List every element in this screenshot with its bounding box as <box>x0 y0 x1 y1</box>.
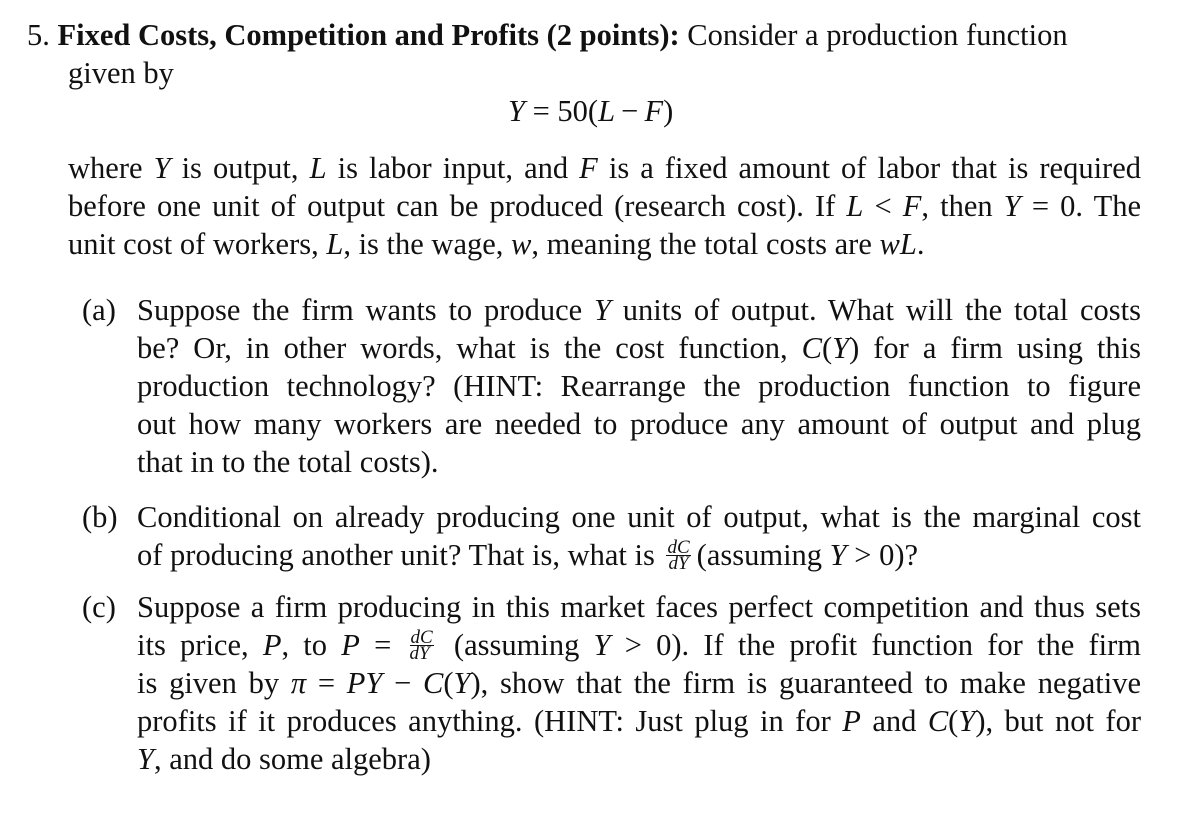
part-b-line-2: of producing another unit? That is, what is $\frac{dC}{dY}$ (assuming Y > 0)? <box>137 536 919 574</box>
part-a-label: (a) <box>82 293 116 327</box>
part-c-line-1: Suppose a firm producing in this market faces perfect competition and thus sets <box>137 590 1141 624</box>
problem-intro: Consider a production function <box>687 18 1068 52</box>
problem-title: Fixed Costs, Competition and Profits (2 points): <box>57 18 680 52</box>
part-a-line-5: that in to the total costs). <box>137 445 439 479</box>
derivative-dC-dY: $\frac{dC}{dY}$ <box>409 626 433 664</box>
part-c-label: (c) <box>82 590 116 624</box>
part-c-line-2: its price, P, to P = $\frac{dC}{dY}$ (assuming Y > 0). If the profit function for the firm <box>137 626 1141 664</box>
part-a-line-3: production technology? (HINT: Rearrange the production function to figure <box>137 369 1141 403</box>
description-line-1: where Y is output, L is labor input, and F is a fixed amount of labor that is required <box>68 151 1141 185</box>
production-equation: Y = 50(L − F) <box>508 94 674 128</box>
problem-heading <box>27 18 1068 53</box>
problem-intro-line2: given by <box>68 56 174 90</box>
description-line-3: unit cost of workers, L, is the wage, w, meaning the total costs are wL. <box>68 227 925 261</box>
part-a-line-1: Suppose the firm wants to produce Y units of output. What will the total costs <box>137 293 1141 327</box>
part-a-line-4: out how many workers are needed to produce any amount of output and plug <box>137 407 1141 441</box>
part-c-line-3: is given by π = PY − C(Y), show that the firm is guaranteed to make negative <box>137 666 1142 700</box>
description-line-2: before one unit of output can be produced (research cost). If L < F, then Y = 0. The <box>68 189 1141 223</box>
problem-number: 5. <box>27 18 50 52</box>
part-c-line-5: Y, and do some algebra) <box>137 742 431 776</box>
derivative-dC-dY: $\frac{dC}{dY}$ <box>667 536 690 574</box>
part-c-line-4: profits if it produces anything. (HINT: Just plug in for P and C(Y), but not for <box>137 704 1141 738</box>
part-b-line-1: Conditional on already producing one unit of output, what is the marginal cost <box>137 500 1141 534</box>
part-b-label: (b) <box>82 500 118 534</box>
part-a-line-2: be? Or, in other words, what is the cost function, C(Y) for a firm using this <box>137 331 1141 365</box>
